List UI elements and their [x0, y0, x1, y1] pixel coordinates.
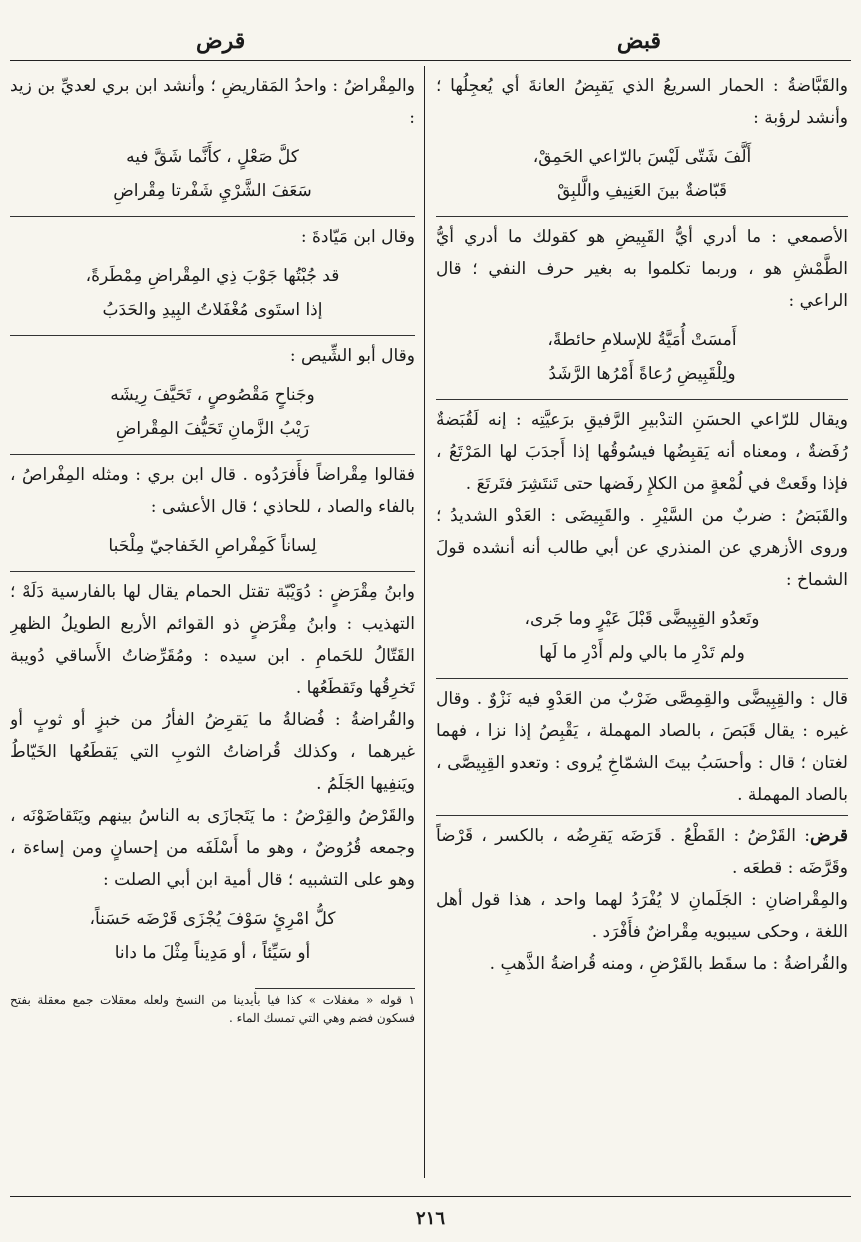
header-root-right: قبض — [616, 28, 661, 54]
left-column — [10, 70, 415, 1170]
bottom-rule — [10, 1196, 851, 1197]
entry-paragraph: والمِقْراضُ : واحدُ المَقاريضِ ؛ وأنشد ابن بري لعديِّ بن زيد : — [10, 76, 415, 128]
verse-line: سَعَفَ الشَّرْيِ شَفْرتا مِقْراضِ — [113, 181, 312, 201]
verse-line: ولم تَدْرِ ما بالي ولم أَدْرِ ما لَها — [539, 643, 745, 663]
header-mark:  — [446, 35, 456, 49]
verse — [10, 259, 415, 327]
verse-line: وجَناحٍ مَقْصُوصٍ ، تَحَيَّفَ رِيشَه — [110, 385, 315, 405]
entry-paragraph: والقُراضةُ : ما سقَط بالقَرْضِ ، ومنه قُراضةُ الذَّهبِ . — [489, 954, 848, 974]
verse-line: إذا استَوى مُغْفَلاتُ البِيدِ والحَدَبُ — [102, 300, 323, 320]
section-divider — [10, 571, 415, 572]
section-divider — [436, 815, 848, 816]
footnote-rule — [255, 988, 415, 989]
section-divider — [436, 678, 848, 679]
verse-line: ولِلْقَبِيضِ رُعاةً أَمْرُها الرَّشَدُ — [548, 364, 736, 384]
entry-paragraph: ويقال للرّاعي الحسَنِ التدْبيرِ الرَّفيقِ برَعيَّتِه : إنه لَقُبَضةٌ رُفَضةٌ ، ومعناه أنه يَقبِضُها فيسُوقُها إذا أَجدَبَ لها المَرْتَعُ ، فإذا وقَعتْ في لُمْعةٍ من الكلإِ رفَضها حتى تَنتَشِرَ فتَرتَعَ . — [436, 410, 848, 494]
footnote: ١ قوله « مغفلات » كذا فيا بأيدينا من النسخ ولعله معقلات جمع معقلة بفتح فسكون فضم وهي التي تمسك الماء . — [10, 993, 415, 1025]
entry-text: : القَرْضُ : القَطْعُ . قَرَضَه يَقرِضُه ، بالكسر ، قَرْضاً وقَرَّضَه : قطعَه . — [436, 826, 848, 878]
verse-line: كلُّ امْرِئٍ سَوْفَ يُجْزَى قَرْضَه حَسَناً، — [89, 909, 336, 929]
verse-line: قد جُبْتُها جَوْبَ ذِي المِقْراضِ مِمْطَرةً، — [85, 266, 340, 286]
entry-paragraph: والقَبَضُ : ضربٌ من السَّيْرِ . والقَبِيضَى : العَدْو الشديدُ ؛ وروى الأزهري عن المنذري عن أبي طالب أنه أنشده قولَ الشماخ : — [436, 506, 848, 590]
verse-line: رَيْبُ الزَّمانِ تَحَيُّفَ المِقْراضِ — [115, 419, 310, 439]
verse-line: كلَّ صَعْلٍ ، كأَنَّما شَقَّ فيه — [126, 147, 299, 167]
entry-paragraph: والقَبَّاضةُ : الحمار السريعُ الذي يَقبِضُ العانةَ أي يُعجِلُها ؛ وأنشد لرؤبة : — [436, 76, 848, 128]
entry-paragraph — [436, 820, 848, 884]
verse — [10, 529, 415, 563]
header-root-left: قرض — [196, 28, 246, 54]
verse — [10, 140, 415, 208]
verse-line: أَمسَتْ أُمَيَّةُ للإسلامِ حائطةً، — [547, 330, 737, 350]
section-divider — [436, 399, 848, 400]
right-column — [436, 70, 848, 1170]
page-header — [10, 16, 851, 61]
entry-paragraph: فقالوا مِقْراضاً فأَفرَدُوه . قال ابن بري : ومثله المِفْراصُ ، بالفاء والصاد ، للحاذي ؛ قال الأعشى : — [10, 465, 415, 517]
section-divider — [10, 216, 415, 217]
entry-paragraph: والمِقْراضانِ : الجَلَمانِ لا يُفْرَدُ لهما واحد ، هذا قول أهل اللغة ، وحكى سيبويه مِقْراضٌ فأَفْرَد . — [436, 890, 848, 942]
verse — [10, 378, 415, 446]
verse-line: وتَعدُو القِبِيضَّى قَبْلَ عَيْرٍ وما جَرى، — [524, 609, 760, 629]
entry-paragraph: الأصمعي : ما أدري أيُّ القَبِيضِ هو كقولك ما أدري أيُّ الطَّمْشِ هو ، وربما تكلموا به بغير حرف النفي ؛ قال الراعي : — [436, 227, 848, 311]
verse — [436, 140, 848, 208]
entry-paragraph: قال : والقِبِيضَّى والقِمِصَّى ضَرْبٌ من العَدْوِ فيه نَزْوٌ . وقال غيره : يقال قَبَصَ ، بالصاد المهملة ، يَقْبِصُ إذا نزا ، فهما لغتان ؛ قال : وأحسَبُ بيتَ الشمّاخِ يُروى : وتعدو القِبِيصَّى ، بالصاد المهملة . — [436, 689, 848, 805]
entry-paragraph: وقال أبو الشِّيص : — [289, 346, 415, 366]
section-divider — [10, 335, 415, 336]
entry-paragraph: والقَرْضُ والقِرْضُ : ما يَتَجازَى به الناسُ بينهم ويَتَقاضَوْنَه ، وجمعه قُرُوضٌ ، وهو ما أَسْلَفَه من إحسانٍ ومن إساءة ، وهو على التشبيه ؛ قال أمية ابن أبي الصلت : — [10, 806, 415, 890]
page-number: ٢١٦ — [415, 1208, 445, 1229]
entry-paragraph: وابنُ مِقْرَضٍ : دُوَيْبّة تقتل الحمام يقال لها بالفارسية دَلَهْ ؛ التهذيب : وابنُ مِقْرَضٍ ذو القوائم الأربع الطويلُ الظهرِ القَتّالُ للحَمامِ . ابن سيده : ومُقَرِّضاتُ الأَساقي دُويبة تَخرِقُها وتَقطَعُها . — [10, 582, 415, 698]
verse — [436, 323, 848, 391]
entry-paragraph: والقُراضةُ : فُضالةُ ما يَقرِضُ الفأرُ من خبزٍ أو ثوبٍ أو غيرهما ، وكذلك قُراضاتُ الثوبِ التي يَقطَعُها الخَيّاطُ ويَنفِيها الجَلَمُ . — [10, 710, 415, 794]
verse-line: قَبّاضةٌ بينَ العَنِيفِ والَّلبِقْ — [556, 181, 727, 201]
verse — [436, 602, 848, 670]
column-divider — [424, 66, 425, 1178]
section-divider — [436, 216, 848, 217]
verse-line: أو سَيِّئاً ، أو مَدِيناً مِثْلَ ما دانا — [114, 943, 311, 963]
headword: قرض — [809, 826, 848, 846]
entry-paragraph: وقال ابن مَيّادةَ : — [300, 227, 415, 247]
section-divider — [10, 454, 415, 455]
verse — [10, 902, 415, 970]
verse-line: لِساناً كَمِفْراصِ الخَفاجيّ مِلْحَبا — [108, 536, 317, 556]
verse-line: أَلَّفَ شَتّى لَيْسَ بالرّاعي الحَمِقْ، — [532, 147, 752, 167]
